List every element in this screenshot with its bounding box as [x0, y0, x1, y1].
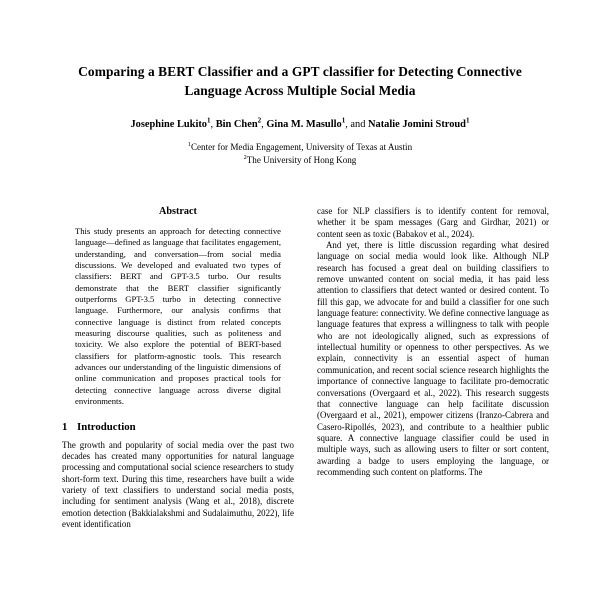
column-right [317, 206, 549, 600]
affiliation-item [62, 154, 538, 167]
section-heading-introduction [62, 421, 294, 433]
author-affiliation-marker: 1 [465, 116, 470, 125]
abstract-text: This study presents an approach for detecting connective language—defined as language that facilitates engagement, understanding, and conversation—from social media discussions. We developed and evaluated two types of classifiers: BERT and GPT-3.5 turbo. Our results demonstrate that the BERT classifier significantly outperforms GPT-3.5 turbo in detecting connective language. Furthermore, our analysis confirms that connective language is distinct from related concepts measuring discourse qualities, such as politeness and toxicity. We also explore the potential of BERT-based classifiers for platform-agnostic tools. This research advances our understanding of the linguistic dimensions of online communication and proposes practical tools for detecting connective language across diverse digital environments. [75, 226, 281, 407]
affiliation-text: Center for Media Engagement, University of Texas at Austin [190, 142, 413, 153]
author-name: Gina M. Masullo [266, 118, 342, 130]
author-separator-and: , and [345, 118, 369, 130]
author-name: Natalie Jomini Stroud [368, 118, 466, 130]
section-number: 1 [62, 420, 68, 433]
author-affiliation-marker: 1 [341, 116, 346, 125]
affiliation-marker: 1 [187, 141, 191, 149]
author-affiliation-marker: 2 [257, 116, 262, 125]
author-name: Josephine Lukito [130, 118, 207, 130]
column-left [62, 206, 294, 600]
paragraph: The growth and popularity of social media over the past two decades has created many opportunities for natural language processing and computational social science researchers to study short-form text. During this time, researchers have built a wide variety of text classifiers to understand social media posts, including for sentiment analysis (Wang et al., 2018), discrete emotion detection (Bakkialakshmi and Sudalaimuthu, 2022), life event identification [62, 439, 294, 529]
affiliation-text: The University of Hong Kong [246, 155, 357, 166]
author-separator: , [261, 118, 267, 130]
paragraph: And yet, there is little discussion regarding what desired language on social media would look like. Although NLP research has focused a great deal on building classifiers to remove unwanted content on social media, it has paid less attention to classifiers that detect wanted or desired content. To fill this gap, we advocate for and build a classifier for one such language feature: connectivity. We define connective language as language features that express a willingness to talk with people who are not ideologically aligned, such as expressions of intellectual humility or openness to other perspectives. As we explain, connectivity is an essential aspect of human communication, and recent social science research highlights the importance of connective language to facilitate pro-democratic conversations (Overgaard et al., 2022). This research suggests that connective language can help facilitate discussion (Overgaard et al., 2021), empower citizens (Iranzo-Cabrera and Casero-Ripollés, 2023), and contribute to a healthier public square. A connective language classifier could be used in multiple ways, such as allowing users to filter or sort content, awarding a badge to users employing the language, or recommending such content on platforms. The [317, 240, 549, 477]
page-title: Comparing a BERT Classifier and a GPT classifier for Detecting Connective Language Across Multiple Social Media [78, 64, 522, 99]
affiliation-marker: 2 [243, 154, 247, 162]
author-name: Bin Chen [215, 118, 258, 130]
affiliation-list [62, 141, 538, 167]
paragraph: case for NLP classifiers is to identify content for removal, whether it be spam messages (Garg and Girdhar, 2021) or content seen as toxic (Babakov et al., 2024). [317, 206, 549, 239]
author-affiliation-marker: 1 [207, 116, 211, 125]
abstract-body [75, 226, 281, 408]
author-list [62, 118, 538, 133]
column-gutter [294, 206, 306, 600]
affiliation-item [62, 141, 538, 154]
title-block [0, 0, 600, 167]
body-columns [0, 206, 600, 600]
author-separator: , [210, 118, 216, 130]
abstract-heading: Abstract [159, 206, 197, 217]
section-title: Introduction [77, 420, 136, 433]
